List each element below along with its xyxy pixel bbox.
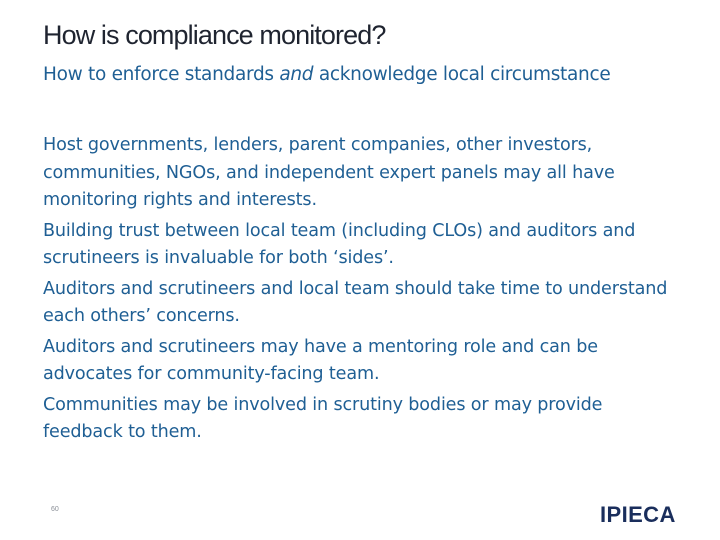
body-paragraph: Auditors and scrutineers may have a mentoring role and can be advocates for community-facing team. [43, 336, 598, 384]
ipieca-logo: IPIECA [600, 502, 676, 527]
page-number: 60 [51, 506, 59, 513]
body-paragraph: Auditors and scrutineers and local team should take time to understand each others’ concerns. [43, 278, 668, 326]
subtitle-text-end: acknowledge local circumstance [313, 64, 611, 85]
subtitle-emphasis: and [279, 64, 314, 85]
body-paragraph: Communities may be involved in scrutiny bodies or may provide feedback to them. [43, 394, 603, 442]
body-paragraph: Building trust between local team (including CLOs) and auditors and scrutineers is invaluable for both ‘sides’. [43, 220, 636, 268]
slide-body [43, 132, 683, 450]
slide-title: How is compliance monitored? [43, 20, 386, 50]
slide-subtitle [43, 64, 610, 85]
body-paragraph: Host governments, lenders, parent companies, other investors, communities, NGOs, and independent expert panels may all have monitoring rights and interests. [43, 135, 615, 210]
subtitle-text-start: How to enforce standards [43, 64, 280, 85]
